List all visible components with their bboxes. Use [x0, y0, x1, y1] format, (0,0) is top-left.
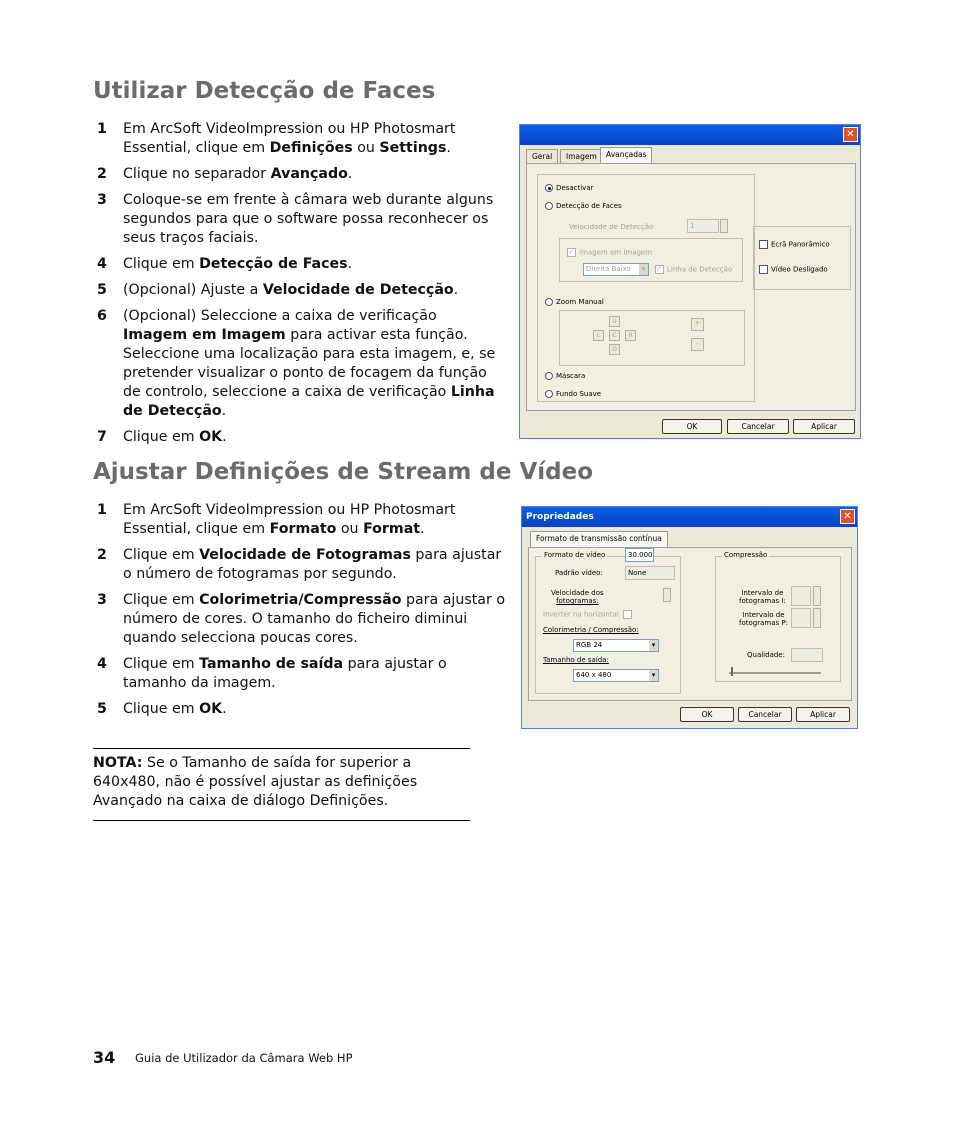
int1-line1: Intervalo de: [741, 589, 784, 597]
step-text: .: [222, 429, 227, 445]
step-number: 4: [97, 656, 107, 672]
step-text: Em ArcSoft VideoImpression ou HP Photosmart Essential, clique em: [123, 502, 456, 537]
step-item: [93, 120, 505, 158]
steps-list-face-detection: [93, 120, 505, 454]
radio-zoom-manual[interactable]: [545, 298, 604, 306]
zoom-out-button[interactable]: -: [691, 338, 704, 351]
close-icon[interactable]: ✕: [843, 127, 858, 142]
step-number: 1: [97, 121, 107, 137]
qualidade-slider-thumb[interactable]: [731, 667, 733, 676]
colorimetria-select[interactable]: RGB 24 ▾: [573, 639, 659, 652]
close-icon[interactable]: ✕: [840, 509, 855, 524]
step-emphasis: Avançado: [270, 166, 348, 182]
step-emphasis: Velocidade de Fotogramas: [199, 547, 411, 563]
pip-position-select[interactable]: Direita Baixo ▾: [583, 263, 649, 276]
qualidade-field[interactable]: [791, 648, 823, 662]
radio-icon: [545, 298, 553, 306]
step-item: [93, 281, 505, 300]
dialog-titlebar: Propriedades: [522, 507, 857, 527]
step-number: 7: [97, 429, 107, 445]
intervalo-i-label: [739, 589, 786, 605]
step-emphasis: Formato: [269, 521, 337, 537]
step-item: [93, 428, 505, 447]
inverter-label: Inverter na horizontal: [543, 610, 619, 619]
chk-video-label: Vídeo Desligado: [771, 265, 828, 274]
checkbox-checked-icon: ✓: [655, 265, 664, 274]
int1-line2: fotogramas I:: [739, 597, 786, 605]
chk-video-desligado[interactable]: [759, 265, 828, 274]
step-number: 1: [97, 502, 107, 518]
step-item: [93, 501, 505, 539]
ok-button[interactable]: OK: [662, 419, 722, 434]
velocidade-fotogramas-field[interactable]: 30.000: [625, 548, 654, 562]
padrao-video-label: Padrão vídeo:: [555, 569, 603, 577]
tamanho-saida-select[interactable]: 640 x 480 ▾: [573, 669, 659, 682]
formato-video-title: Formato de vídeo: [544, 551, 606, 559]
step-text: Em ArcSoft VideoImpression ou HP Photosmart Essential, clique em: [123, 121, 456, 156]
footer-text: Guia de Utilizador da Câmara Web HP: [135, 1051, 353, 1065]
velocidade-fotogramas-label: [551, 589, 604, 605]
step-item: [93, 655, 505, 693]
step-item: [93, 165, 505, 184]
step-emphasis: Settings: [379, 140, 447, 156]
step-text: .: [222, 701, 227, 717]
page-number: 34: [93, 1048, 116, 1067]
radio-desactivar[interactable]: [545, 184, 593, 192]
tab-imagem[interactable]: Imagem: [560, 149, 603, 164]
intervalo-i-spinner[interactable]: [813, 586, 821, 606]
step-emphasis: Colorimetria/Compressão: [199, 592, 402, 608]
steps-list-video-stream: [93, 501, 505, 726]
velocidade-field[interactable]: 1: [687, 219, 719, 233]
step-number: 3: [97, 592, 107, 608]
qualidade-slider-track[interactable]: [729, 672, 821, 674]
step-emphasis: Imagem em Imagem: [123, 327, 286, 343]
display-options-group: [753, 226, 851, 290]
radio-desactivar-label: Desactivar: [556, 184, 594, 192]
radio-icon: [545, 390, 553, 398]
radio-mascara[interactable]: [545, 372, 585, 380]
step-text: .: [453, 282, 459, 298]
step-item: [93, 307, 505, 421]
padrao-video-field[interactable]: None: [625, 566, 675, 580]
tamanho-saida-label: Tamanho de saída:: [543, 656, 609, 664]
vel-label-line1: Velocidade dos: [551, 589, 604, 597]
step-item: [93, 255, 505, 274]
apply-button[interactable]: Aplicar: [793, 419, 855, 434]
colorimetria-label: Colorimetria / Compressão:: [543, 626, 639, 634]
pan-left-button[interactable]: L: [593, 330, 604, 341]
step-text: Clique em: [123, 547, 200, 563]
velocidade-spinner[interactable]: [663, 588, 671, 602]
step-item: [93, 546, 505, 584]
dialog-titlebar: [520, 125, 860, 145]
radio-fundo-suave[interactable]: [545, 390, 601, 398]
step-text: Clique no separador: [123, 166, 271, 182]
pan-center-button[interactable]: C: [609, 330, 620, 341]
checkbox-checked-icon: ✓: [567, 248, 576, 257]
step-emphasis: Definições: [269, 140, 353, 156]
chk-imagem-em-imagem[interactable]: [567, 248, 652, 257]
step-text: Clique em: [123, 429, 200, 445]
step-number: 5: [97, 282, 107, 298]
settings-dialog: [519, 124, 861, 439]
zoom-pad-group: [559, 310, 745, 366]
radio-icon: [545, 202, 553, 210]
step-emphasis: Linha de Detecção: [123, 384, 495, 419]
section-heading-face-detection: Utilizar Detecção de Faces: [93, 78, 436, 104]
section-heading-video-stream: Ajustar Definições de Stream de Vídeo: [93, 459, 594, 485]
radio-icon: [545, 372, 553, 380]
cancel-button[interactable]: Cancelar: [738, 707, 792, 722]
checkbox-icon: [623, 610, 632, 619]
velocidade-spinner[interactable]: [720, 219, 728, 233]
step-text: para activar esta função. Seleccione uma localização para esta imagem, e, se pretender visualizar o ponto de focagem da função de controlo, seleccione a caixa de verificação: [123, 327, 496, 400]
note-label: NOTA:: [93, 755, 143, 771]
step-text: para ajustar o número de fotogramas por segundo.: [123, 547, 502, 582]
chk-imagem-label: Imagem em Imagem: [579, 248, 653, 257]
step-emphasis: Velocidade de Detecção: [262, 282, 454, 298]
step-emphasis: OK: [199, 701, 223, 717]
checkbox-icon: [759, 265, 768, 274]
radio-fundo-label: Fundo Suave: [556, 390, 602, 398]
note-box: [93, 748, 470, 821]
step-item: [93, 700, 505, 719]
step-emphasis: Format: [363, 521, 421, 537]
checkbox-icon: [759, 240, 768, 249]
apply-button[interactable]: Aplicar: [796, 707, 850, 722]
step-text: Clique em: [123, 656, 200, 672]
step-emphasis: OK: [199, 429, 223, 445]
radio-zoom-label: Zoom Manual: [556, 298, 604, 306]
pan-right-button[interactable]: R: [625, 330, 636, 341]
step-text: Clique em: [123, 592, 200, 608]
zoom-in-button[interactable]: +: [691, 318, 704, 331]
format-tab-panel: [528, 547, 852, 701]
step-text: para ajustar o tamanho da imagem.: [123, 656, 447, 691]
step-text: (Opcional) Ajuste a: [123, 282, 263, 298]
qualidade-label: Qualidade:: [747, 651, 785, 659]
int2-line1: Intervalo de: [742, 611, 785, 619]
compressao-title: Compressão: [724, 551, 768, 559]
intervalo-i-field[interactable]: [791, 586, 811, 606]
radio-deteccao-label: Detecção de Faces: [556, 202, 622, 210]
step-number: 5: [97, 701, 107, 717]
step-number: 3: [97, 192, 107, 208]
step-text: (Opcional) Seleccione a caixa de verificação: [123, 308, 437, 324]
int2-line2: fotogramas P:: [739, 619, 788, 627]
intervalo-p-label: [739, 611, 788, 627]
step-text: Clique em: [123, 701, 200, 717]
note-text: Se o Tamanho de saída for superior a 640x480, não é possível ajustar as definições Avançado na caixa de diálogo Definições.: [93, 755, 418, 809]
properties-dialog: [521, 506, 858, 729]
step-text: .: [347, 166, 353, 182]
ok-button[interactable]: OK: [680, 707, 734, 722]
step-text: ou: [352, 140, 380, 156]
step-number: 4: [97, 256, 107, 272]
radio-deteccao-faces[interactable]: [545, 202, 622, 210]
step-number: 2: [97, 547, 107, 563]
step-item: [93, 591, 505, 648]
vel-label-line2: fotogramas:: [556, 597, 599, 605]
step-emphasis: Tamanho de saída: [199, 656, 344, 672]
chk-inverter-horizontal[interactable]: [543, 610, 635, 619]
chk-linha-deteccao[interactable]: [655, 265, 732, 274]
step-text: .: [420, 521, 425, 537]
step-number: 2: [97, 166, 107, 182]
step-item: [93, 191, 505, 248]
intervalo-p-spinner[interactable]: [813, 608, 821, 628]
radio-selected-icon: [545, 184, 553, 192]
step-text: .: [446, 140, 451, 156]
intervalo-p-field[interactable]: [791, 608, 811, 628]
pan-up-button[interactable]: U: [609, 316, 620, 327]
radio-mascara-label: Máscara: [556, 372, 586, 380]
advanced-tab-panel: [526, 163, 856, 411]
chk-ecra-label: Ecrã Panorâmico: [771, 240, 830, 249]
step-text: .: [221, 403, 227, 419]
cancel-button[interactable]: Cancelar: [727, 419, 789, 434]
step-emphasis: Detecção de Faces: [199, 256, 348, 272]
step-text: para ajustar o número de cores. O tamanho do ficheiro diminui quando selecciona poucas cores.: [123, 592, 505, 646]
step-text: ou: [336, 521, 364, 537]
chk-linha-label: Linha de Detecção: [667, 265, 733, 274]
tab-geral[interactable]: Geral: [526, 149, 558, 164]
tab-avancadas[interactable]: Avançadas: [600, 147, 652, 164]
velocidade-label: Velocidade de Detecção: [569, 223, 654, 231]
step-number: 6: [97, 308, 107, 324]
pan-down-button[interactable]: D: [609, 344, 620, 355]
step-text: .: [347, 256, 353, 272]
tab-formato-transmissao[interactable]: Formato de transmissão contínua: [530, 531, 668, 548]
step-text: Coloque-se em frente à câmara web durante alguns segundos para que o software possa reconhecer os seus traços faciais.: [123, 192, 494, 246]
step-text: Clique em: [123, 256, 200, 272]
chk-ecra-panoramico[interactable]: [759, 240, 830, 249]
